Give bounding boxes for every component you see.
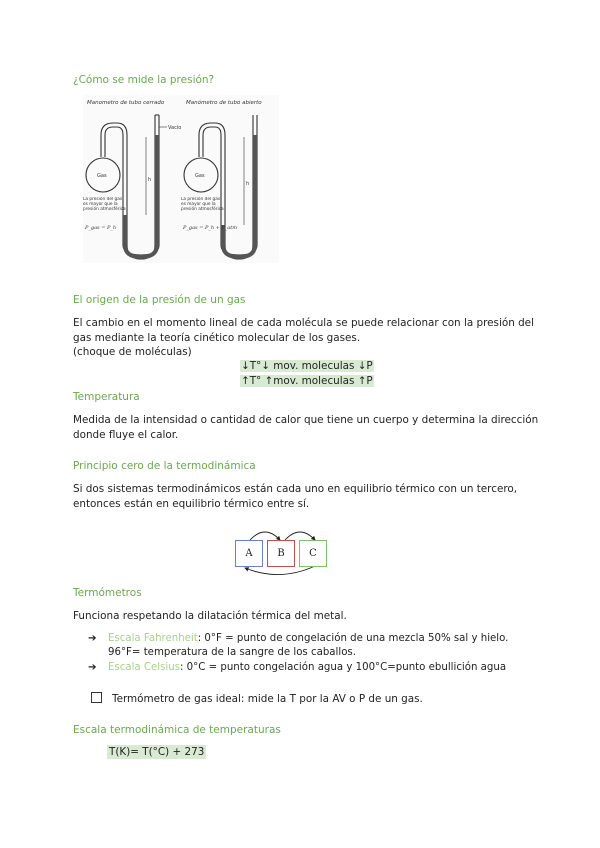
zero-text-1: Si dos sistemas termodinámicos están cada uno en equilibrio térmico con un tercero, xyxy=(73,483,518,495)
right-gas-label: Gas xyxy=(195,173,205,179)
relation-2-wrap xyxy=(240,374,374,389)
origin-text-2: gas mediante la teoría cinético molecular de los gases. xyxy=(73,332,361,344)
relation-2: ↑T° ↑mov. moleculas ↑P xyxy=(241,375,373,387)
arrow-icon: ➔ xyxy=(88,662,97,673)
left-manometer-title: Manometro de tubo cerrado xyxy=(87,100,165,106)
right-h-label: h xyxy=(246,181,250,187)
origin-text-1: El cambio en el momento lineal de cada molécula se puede relacionar con la presión del xyxy=(73,317,534,329)
list-item-celsius xyxy=(88,661,506,675)
left-caption: La presión del gas es mayor que la presión atmosférica xyxy=(83,197,126,212)
section-title-pressure: ¿Cómo se mide la presión? xyxy=(73,74,215,86)
right-manometer-title: Manómetro de tubo abierto xyxy=(186,100,262,106)
relation-1: ↓T°↓ mov. moleculas ↓P xyxy=(241,360,373,372)
fahrenheit-text-2: 96°F= temperatura de la sangre de los caballos. xyxy=(108,647,356,658)
vacuum-label: Vacío xyxy=(168,125,182,131)
thermo-text: Funciona respetando la dilatación térmica del metal. xyxy=(73,610,347,622)
checkbox[interactable] xyxy=(91,692,102,703)
section-title-scale: Escala termodinámica de temperaturas xyxy=(73,724,281,736)
relation-1-wrap xyxy=(240,359,374,374)
temp-text-1: Medida de la intensidad o cantidad de calor que tiene un cuerpo y determina la dirección xyxy=(73,414,539,426)
origin-text-3: (choque de moléculas) xyxy=(73,346,192,358)
temp-text-2: donde fluye el calor. xyxy=(73,429,179,441)
left-formula: P_gas = P_h xyxy=(85,225,117,231)
left-gas-label: Gas xyxy=(97,173,107,179)
system-b-box: B xyxy=(267,540,295,567)
section-title-origin: El origen de la presión de un gas xyxy=(73,294,246,306)
celsius-label: Escala Celsius xyxy=(108,662,181,673)
gas-thermometer-text: Termómetro de gas ideal: mide la T por la AV o P de un gas. xyxy=(112,693,423,705)
fahrenheit-text: : 0°F = punto de congelación de una mezcla 50% sal y hielo. xyxy=(197,633,509,644)
system-c-box: C xyxy=(299,540,327,567)
manometer-figure xyxy=(83,95,279,263)
arrow-icon: ➔ xyxy=(88,633,97,644)
section-title-zero-law: Principio cero de la termodinámica xyxy=(73,460,256,472)
left-h-label: h xyxy=(148,177,152,183)
right-formula: P_gas = P_h + P_atm xyxy=(183,225,238,231)
section-title-temperature: Temperatura xyxy=(73,391,140,403)
right-caption: La presión del gas es mayor que la presión atmosférica xyxy=(181,197,224,212)
formula: T(K)= T(°C) + 273 xyxy=(109,746,205,758)
gas-thermometer-item xyxy=(91,692,423,707)
zero-text-2: entonces están en equilibrio térmico entre sí. xyxy=(73,498,310,510)
section-title-thermometers: Termómetros xyxy=(73,587,142,599)
formula-wrap xyxy=(107,745,206,760)
system-a-box: A xyxy=(235,540,263,567)
list-item-fahrenheit xyxy=(88,632,508,646)
fahrenheit-label: Escala Fahrenheit xyxy=(108,633,198,644)
celsius-text: : 0°C = punto congelación agua y 100°C=punto ebullición agua xyxy=(180,662,507,673)
